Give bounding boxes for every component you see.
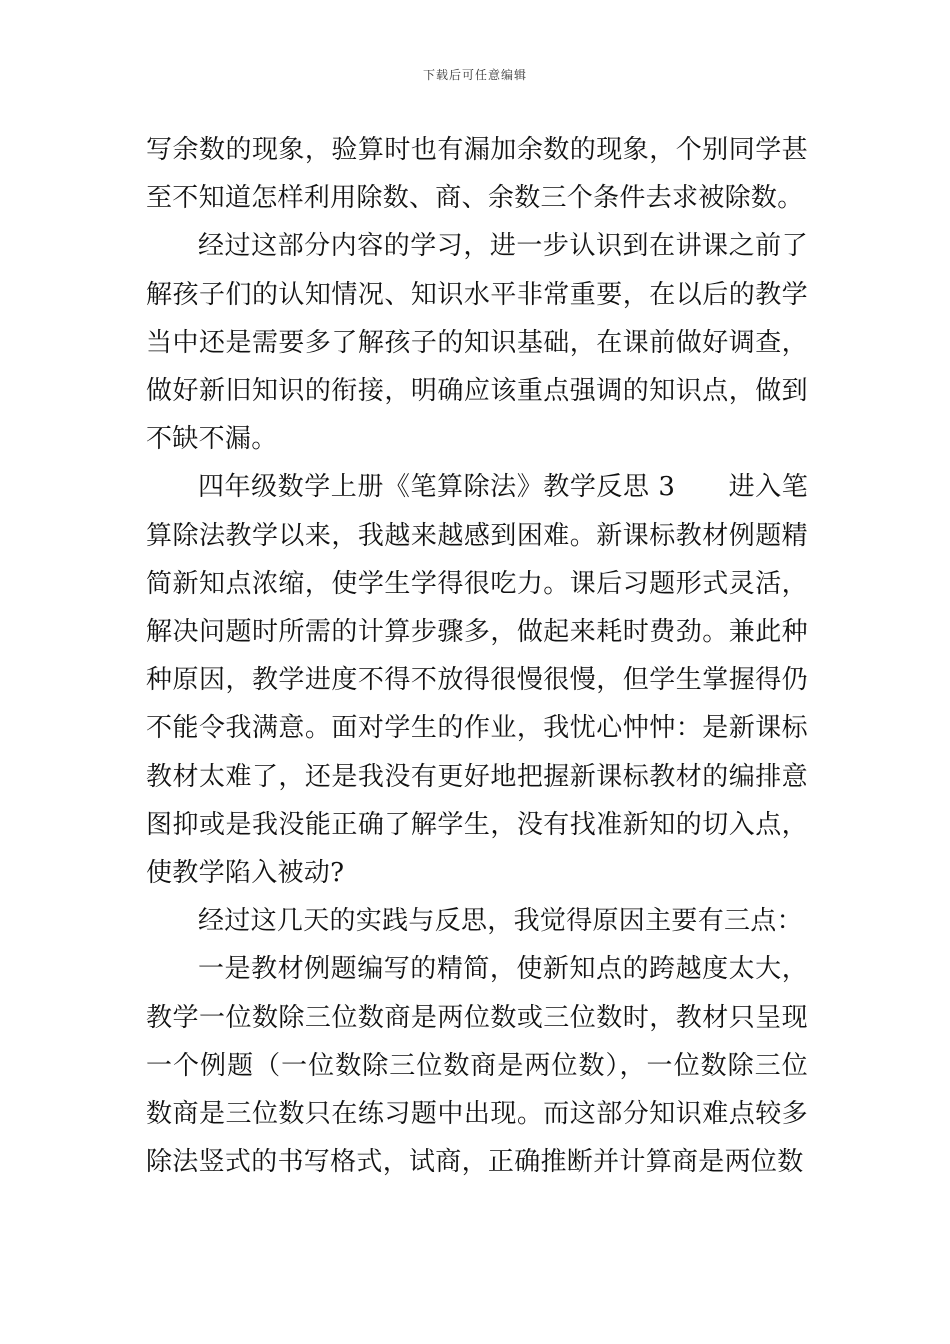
paragraph-2: 经过这部分内容的学习，进一步认识到在讲课之前了解孩子们的认知情况、知识水平非常重要，在以后的教学当中还是需要多了解孩子的知识基础，在课前做好调查，做好新旧知识的衔接，明确应该重点强调的知识点，做到不缺不漏。	[146, 231, 808, 455]
document-body	[146, 126, 808, 1186]
paragraph-4: 经过这几天的实践与反思，我觉得原因主要有三点：	[198, 906, 803, 937]
page-header: 下载后可任意编辑	[422, 68, 527, 82]
paragraph-5: 一是教材例题编写的精简，使新知点的跨越度太大，教学一位数除三位数商是两位数或三位数时，教材只呈现一个例题（一位数除三位数商是两位数），一位数除三位数商是三位数只在练习题中出现。而这部分知识难点较多除法竖式的书写格式，试商，正确推断并计算商是两位数	[146, 954, 808, 1178]
paragraph-1: 写余数的现象，验算时也有漏加余数的现象，个别同学甚至不知道怎样利用除数、商、余数三个条件去求被除数。	[146, 135, 808, 214]
paragraph-3: 四年级数学上册《笔算除法》教学反思 3 进入笔算除法教学以来，我越来越感到困难。新课标教材例题精简新知点浓缩，使学生学得很吃力。课后习题形式灵活，解决问题时所需的计算步骤多，做起来耗时费劲。兼此种种原因，教学进度不得不放得很慢很慢，但学生掌握得仍不能令我满意。面对学生的作业，我忧心忡忡：是新课标教材太难了，还是我没有更好地把握新课标教材的编排意图抑或是我没能正确了解学生，没有找准新知的切入点，使教学陷入被动?	[146, 472, 808, 889]
